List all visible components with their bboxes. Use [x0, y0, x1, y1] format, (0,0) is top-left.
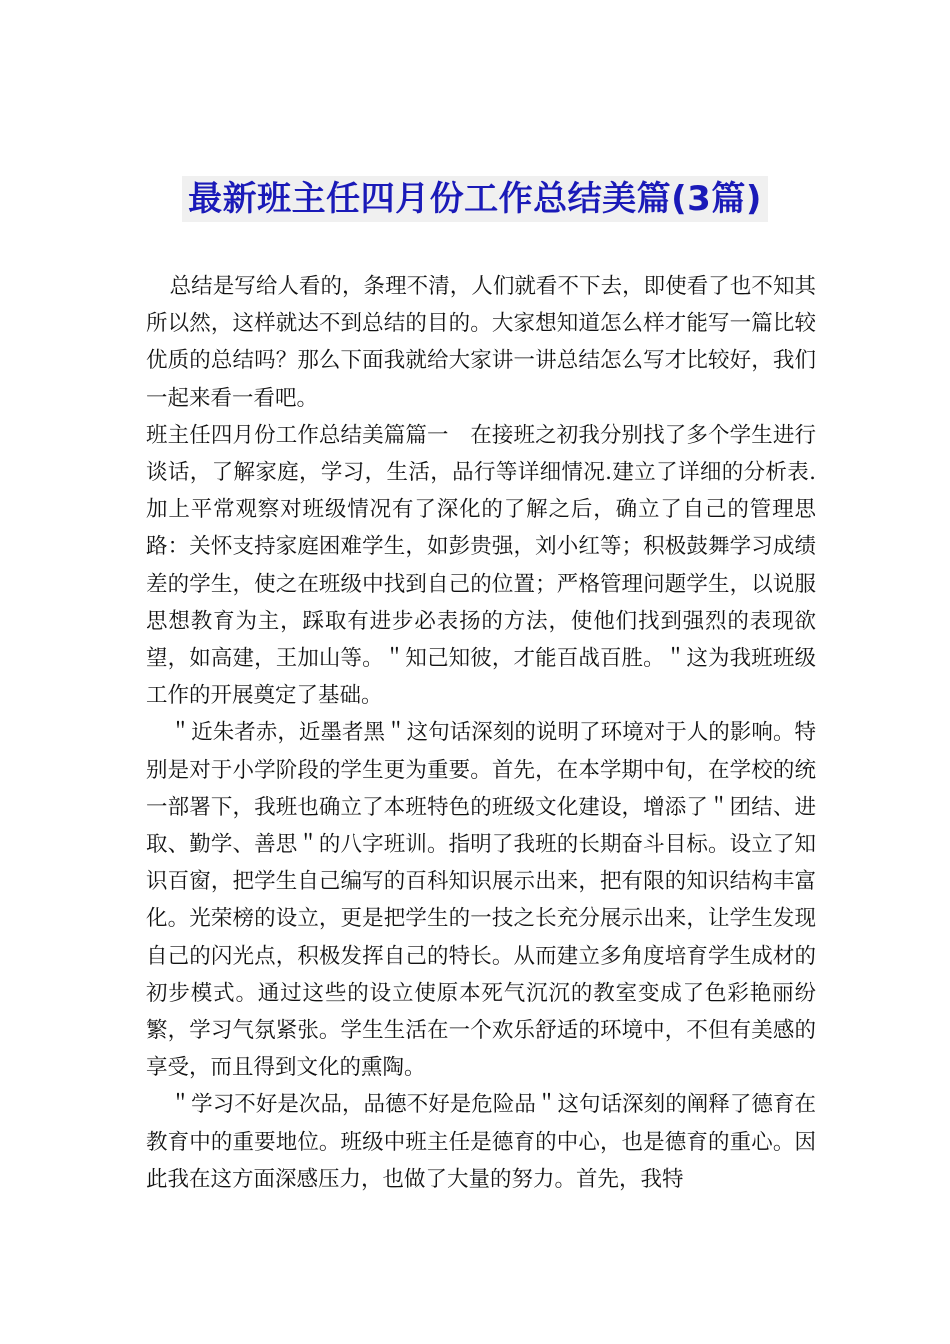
paragraph-moral-education: ＂学习不好是次品，品德不好是危险品＂这句话深刻的阐释了德育在教育中的重要地位。班级中班主任是德育的中心，也是德育的重心。因此我在这方面深感压力，也做了大量的努力。首先，我特 [146, 1092, 816, 1192]
document-title: 最新班主任四月份工作总结美篇(3篇) [182, 176, 768, 222]
paragraph-section-one: 班主任四月份工作总结美篇篇一 在接班之初我分别找了多个学生进行谈话，了解家庭，学习，生活，品行等详细情况.建立了详细的分析表.加上平常观察对班级情况有了深化的了解之后，确立了自己的管理思路：关怀支持家庭困难学生，如彭贵强，刘小红等；积极鼓舞学习成绩差的学生，使之在班级中找到自己的位置；严格管理问题学生，以说服思想教育为主，踩取有进步必表扬的方法，使他们找到强烈的表现欲望，如高建，王加山等。＂知己知彼，才能百战百胜。＂这为我班班级工作的开展奠定了基础。 [146, 422, 816, 709]
paragraph-environment: ＂近朱者赤，近墨者黑＂这句话深刻的说明了环境对于人的影响。特别是对于小学阶段的学生更为重要。首先，在本学期中旬，在学校的统一部署下，我班也确立了本班特色的班级文化建设，增添了＂团结、进取、勤学、善思＂的八字班训。指明了我班的长期奋斗目标。设立了知识百窗，把学生自己编写的百科知识展示出来，把有限的知识结构丰富化。光荣榜的设立，更是把学生的一技之长充分展示出来，让学生发现自己的闪光点，积极发挥自己的特长。从而建立多角度培育学生成材的初步模式。通过这些的设立使原本死气沉沉的教室变成了色彩艳丽纷繁，学习气氛紧张。学生生活在一个欢乐舒适的环境中，不但有美感的享受，而且得到文化的熏陶。 [146, 720, 816, 1081]
title-container [0, 176, 950, 222]
document-body [146, 268, 816, 1198]
paragraph-intro: 总结是写给人看的，条理不清，人们就看不下去，即使看了也不知其所以然，这样就达不到总结的目的。大家想知道怎么样才能写一篇比较优质的总结吗？那么下面我就给大家讲一讲总结怎么写才比较好，我们一起来看一看吧。 [146, 274, 816, 411]
